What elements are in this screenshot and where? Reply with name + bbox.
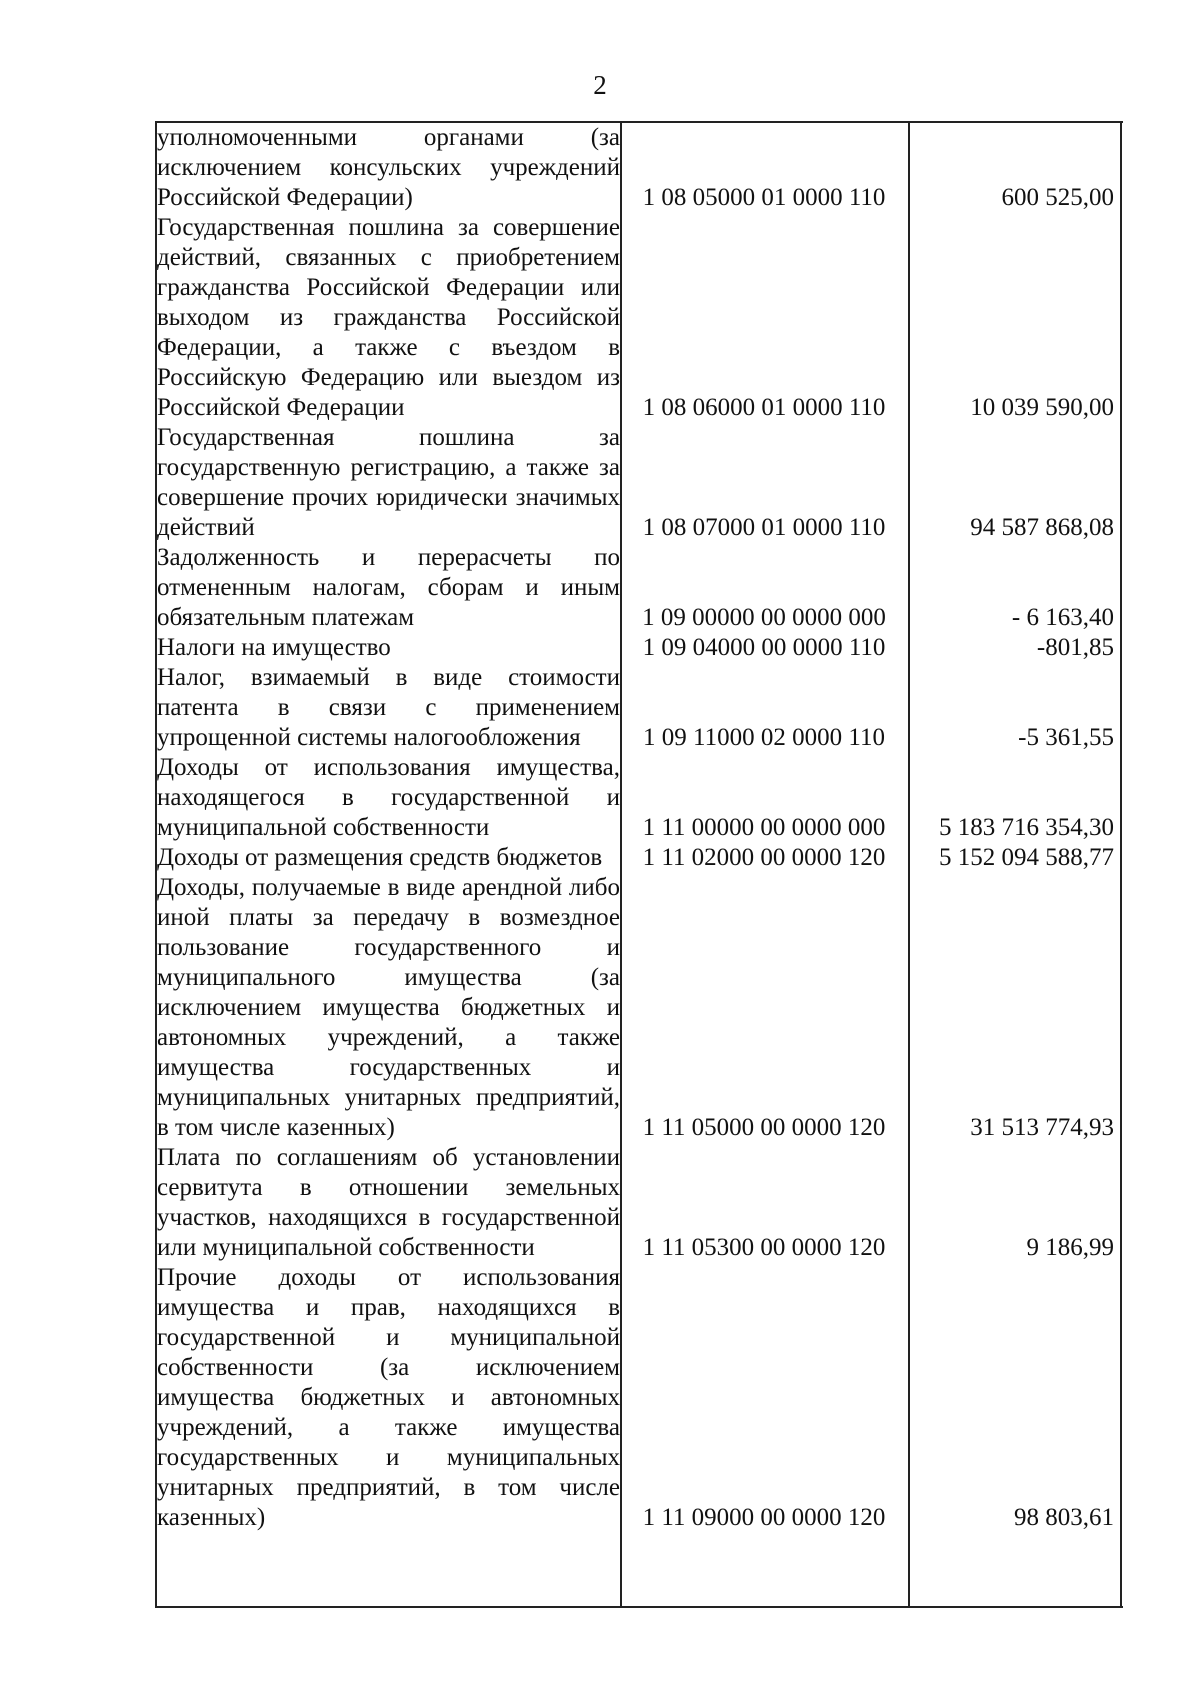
table-row [157, 123, 1120, 213]
table-row [157, 873, 1120, 1143]
row-amount: -5 361,55 [1018, 724, 1114, 751]
row-code: 1 09 04000 00 0000 110 [642, 634, 886, 661]
row-code: 1 11 05300 00 0000 120 [642, 1234, 886, 1261]
row-code: 1 09 11000 02 0000 110 [643, 724, 885, 751]
row-name: Доходы от использования имущества, находящегося в государственной и муниципальной собственности [157, 754, 620, 841]
row-amount: - 6 163,40 [1011, 604, 1114, 631]
row-code: 1 11 09000 00 0000 120 [642, 1504, 886, 1531]
row-code: 1 08 07000 01 0000 110 [642, 514, 886, 541]
row-name: Государственная пошлина за совершение действий, связанных с приобретением гражданства Российской Федерации или выходом из гражданства Российской Федерации, а также с въездом в Российскую Федерацию или выездом из Российской Федерации [157, 214, 620, 421]
row-code: 1 08 05000 01 0000 110 [642, 184, 886, 211]
table-row [157, 213, 1120, 423]
row-name: Налог, взимаемый в виде стоимости патента в связи с применением упрощенной системы налогообложения [157, 664, 620, 751]
table-row [157, 1263, 1120, 1533]
row-amount: -801,85 [1036, 634, 1114, 661]
row-amount: 94 587 868,08 [970, 514, 1114, 541]
row-code: 1 08 06000 01 0000 110 [642, 394, 886, 421]
table-row [157, 843, 1120, 873]
table-bottom-border [155, 1606, 1123, 1608]
row-name: Прочие доходы от использования имущества и прав, находящихся в государственной и муниципальной собственности (за исключением имущества бюджетных и автономных учреждений, а также имущества государственных и муниципальных унитарных предприятий, в том числе казенных) [157, 1264, 620, 1531]
row-amount: 98 803,61 [1014, 1504, 1114, 1531]
table-row [157, 543, 1120, 633]
table-row [157, 423, 1120, 543]
row-code: 1 11 05000 00 0000 120 [642, 1114, 886, 1141]
table-row [157, 1143, 1120, 1263]
row-name: уполномоченными органами (за исключением консульских учреждений Российской Федерации) [157, 124, 620, 211]
row-amount: 10 039 590,00 [970, 394, 1114, 421]
row-amount: 31 513 774,93 [970, 1114, 1114, 1141]
row-amount: 600 525,00 [1001, 184, 1114, 211]
row-name: Плата по соглашениям об установлении сервитута в отношении земельных участков, находящихся в государственной или муниципальной собственности [157, 1144, 620, 1261]
row-code: 1 11 02000 00 0000 120 [642, 844, 886, 871]
row-name: Задолженность и перерасчеты по отмененным налогам, сборам и иным обязательным платежам [157, 544, 620, 631]
table-row [157, 753, 1120, 843]
row-name: Доходы, получаемые в виде арендной либо иной платы за передачу в возмездное пользование государственного и муниципального имущества (за исключением имущества бюджетных и автономных учреждений, а также имущества государственных и муниципальных унитарных предприятий, в том числе казенных) [157, 874, 620, 1141]
revenue-table [157, 123, 1120, 1533]
row-amount: 5 183 716 354,30 [939, 814, 1114, 841]
row-name: Доходы от размещения средств бюджетов [157, 844, 603, 871]
row-name: Государственная пошлина за государственную регистрацию, а также за совершение прочих юридически значимых действий [157, 424, 620, 541]
table-row [157, 663, 1120, 753]
table-row [157, 633, 1120, 663]
table-right-border [1120, 123, 1122, 1606]
row-name: Налоги на имущество [157, 634, 391, 661]
row-amount: 9 186,99 [1026, 1234, 1114, 1261]
page-number: 2 [593, 70, 607, 100]
row-amount: 5 152 094 588,77 [939, 844, 1114, 871]
row-code: 1 09 00000 00 0000 000 [642, 604, 886, 631]
row-code: 1 11 00000 00 0000 000 [642, 814, 886, 841]
